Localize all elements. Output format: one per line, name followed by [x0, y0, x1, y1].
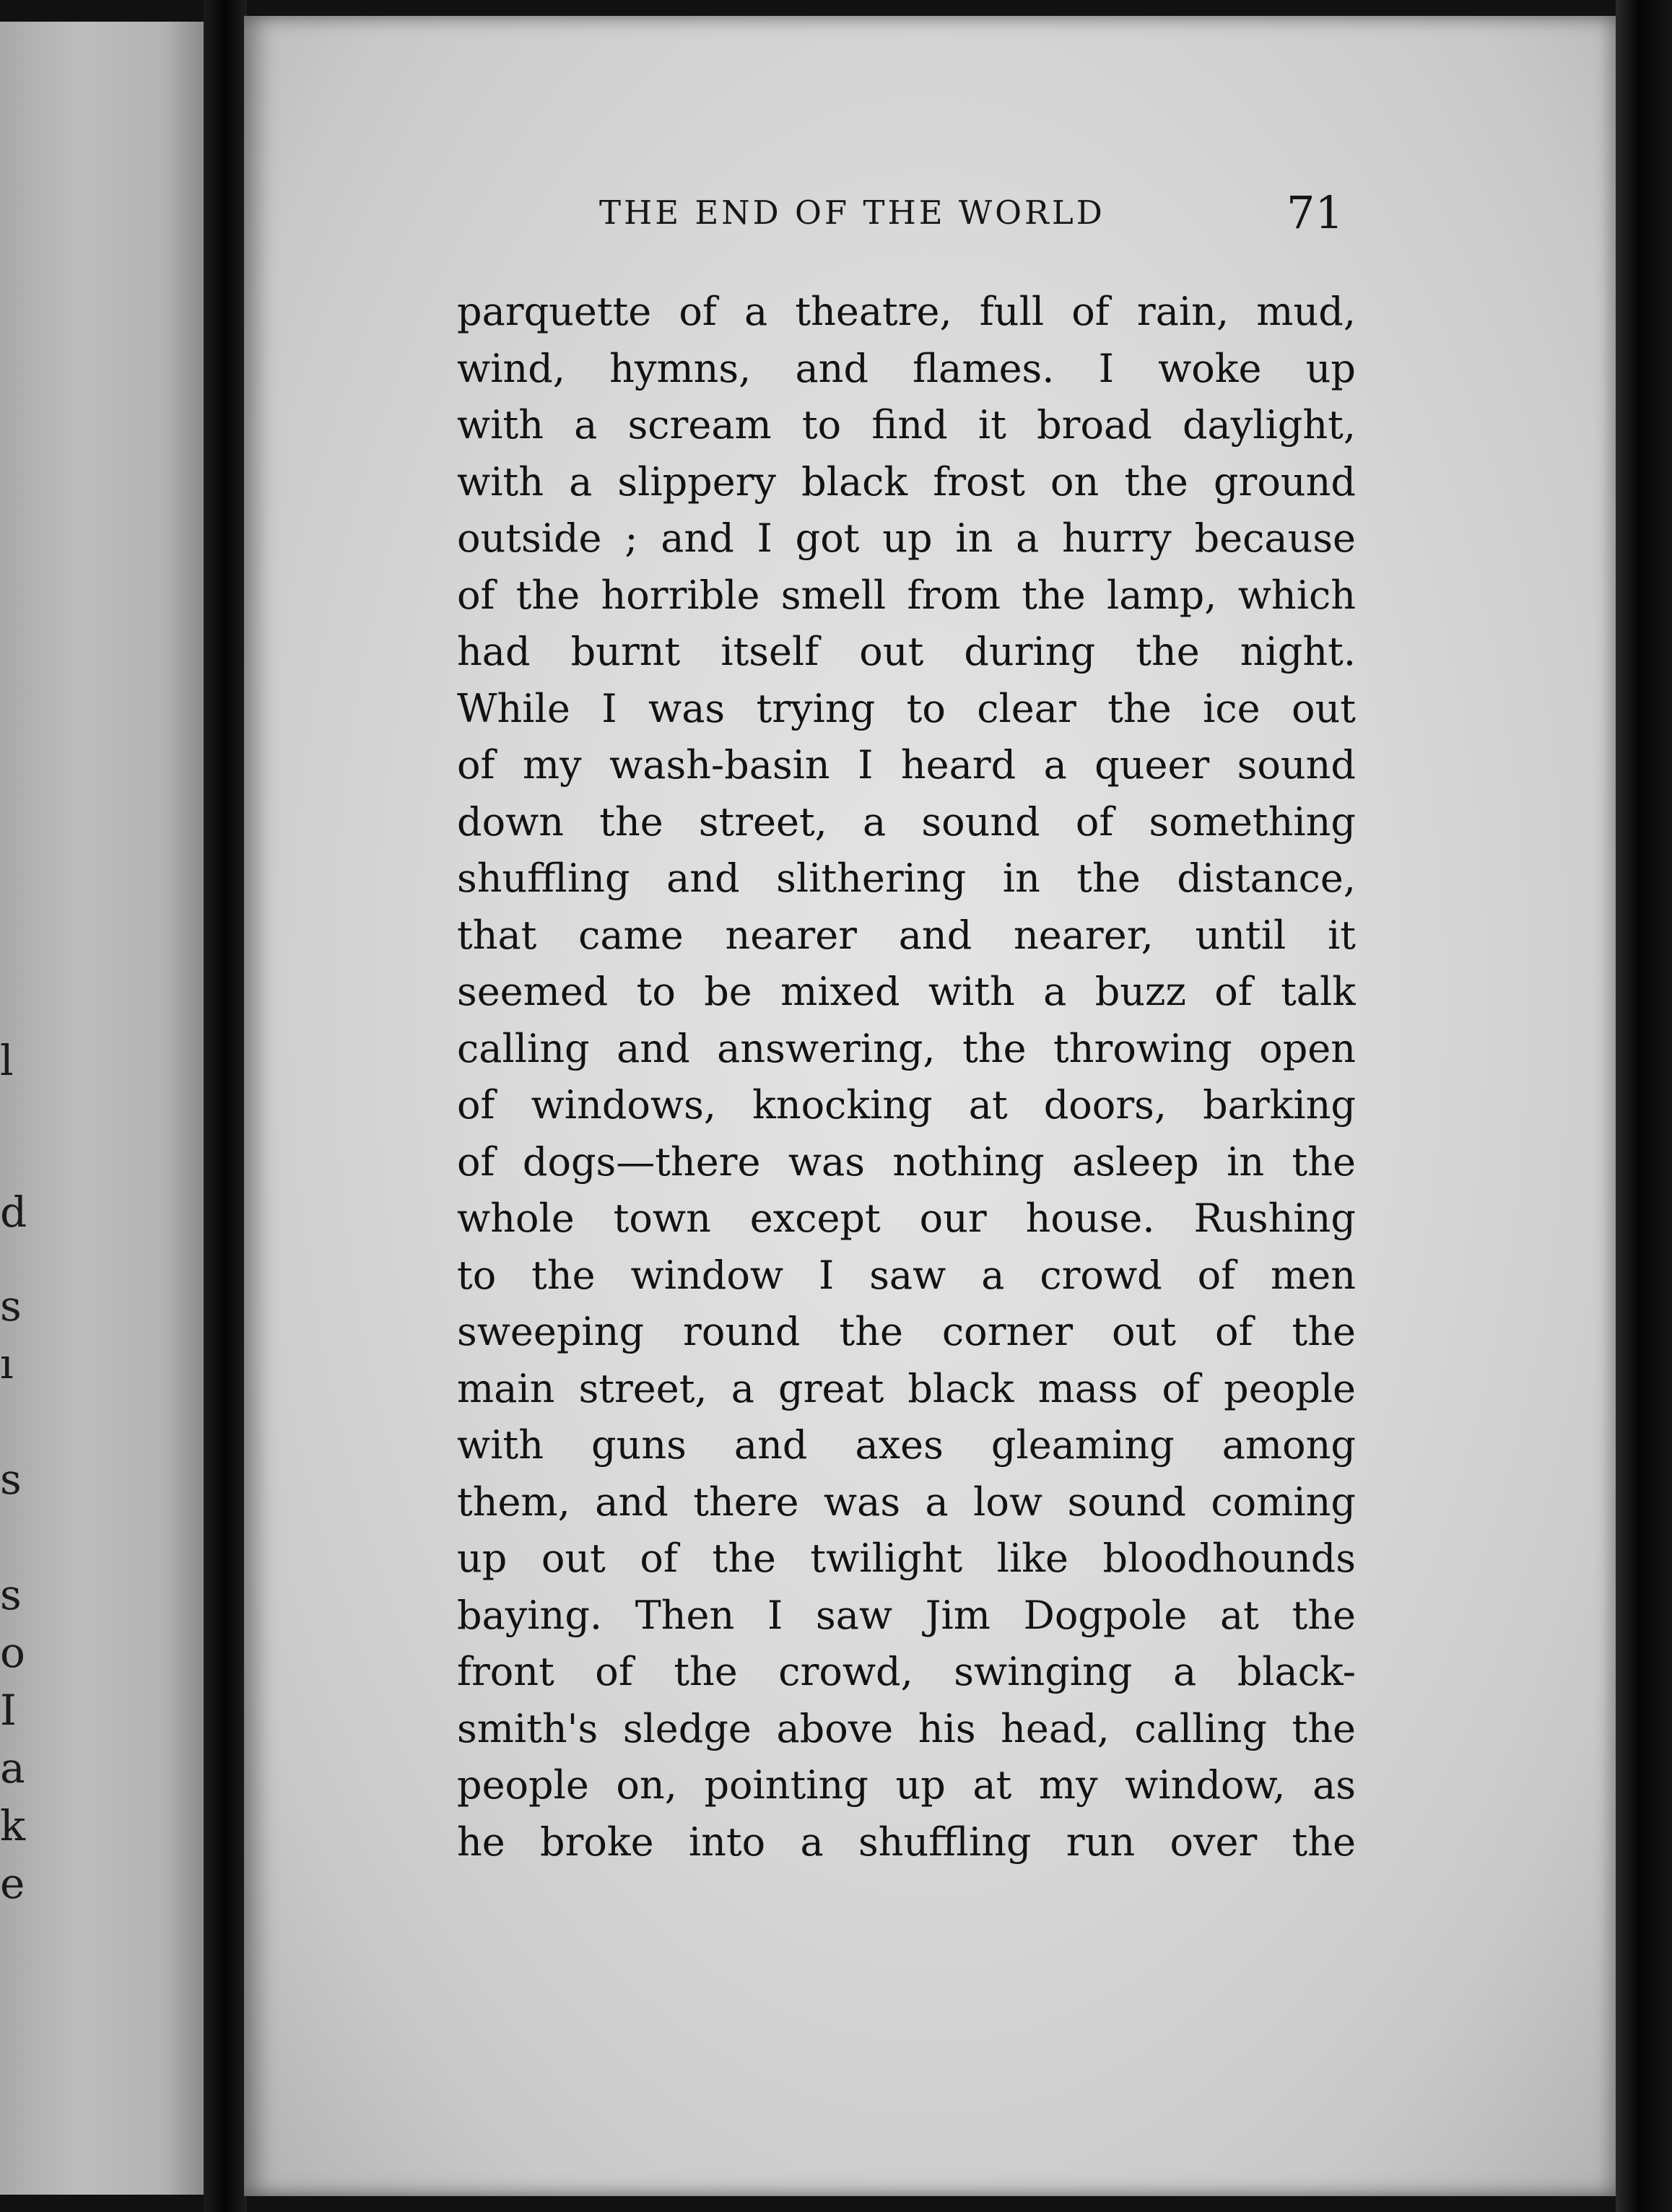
- text-line: calling and answering, the throwing open: [457, 1025, 1356, 1071]
- page-number: 71: [1286, 186, 1344, 239]
- text-line: to the window I saw a crowd of men: [457, 1252, 1356, 1298]
- text-line: whole town except our house. Rushing: [457, 1196, 1356, 1241]
- text-line: main street, a great black mass of people: [457, 1365, 1356, 1411]
- previous-page-fragment: d: [0, 1188, 27, 1237]
- previous-page-fragment: s: [0, 1455, 22, 1504]
- text-line: had burnt itself out during the night.: [457, 629, 1356, 674]
- text-line: front of the crowd, swinging a black-: [457, 1649, 1356, 1694]
- text-line: that came nearer and nearer, until it: [457, 912, 1356, 958]
- page-right-edge: [1616, 0, 1672, 2212]
- text-line: smith's sledge above his head, calling the: [457, 1705, 1356, 1751]
- text-line: up out of the twilight like bloodhounds: [457, 1536, 1356, 1581]
- text-line: with a slippery black frost on the ground: [457, 458, 1356, 505]
- previous-page-fragment: s: [0, 1570, 22, 1619]
- text-line: outside ; and I got up in a hurry because: [457, 515, 1356, 561]
- previous-page-fragment: k: [0, 1801, 26, 1850]
- text-line: While I was trying to clear the ice out: [457, 685, 1356, 731]
- text-line: of my wash-basin I heard a queer sound: [457, 742, 1356, 788]
- text-line: of windows, knocking at doors, barking: [457, 1082, 1356, 1128]
- text-line: baying. Then I saw Jim Dogpole at the: [457, 1592, 1356, 1638]
- text-line: parquette of a theatre, full of rain, mud,: [457, 289, 1356, 334]
- text-line: with guns and axes gleaming among: [457, 1422, 1356, 1468]
- text-line: shuffling and slithering in the distance,: [457, 855, 1356, 901]
- previous-page-fragment: ı: [0, 1339, 14, 1388]
- body-text: [457, 284, 1356, 1871]
- text-line: seemed to be mixed with a buzz of talk: [457, 969, 1356, 1014]
- text-line: of the horrible smell from the lamp, which: [457, 572, 1356, 618]
- previous-page-fragment: s: [0, 1281, 22, 1331]
- text-line: sweeping round the corner out of the: [457, 1309, 1356, 1354]
- text-line: of dogs—there was nothing asleep in the: [457, 1138, 1356, 1185]
- previous-page-fragment: a: [0, 1743, 25, 1793]
- text-line: with a scream to find it broad daylight,: [457, 402, 1356, 448]
- previous-page-fragment: l: [0, 1036, 14, 1085]
- previous-page-edge: [0, 22, 204, 2195]
- previous-page-fragment: o: [0, 1628, 25, 1677]
- text-line: people on, pointing up at my window, as: [457, 1762, 1356, 1808]
- previous-page-fragment: I: [0, 1686, 17, 1735]
- text-line: wind, hymns, and flames. I woke up: [457, 345, 1356, 391]
- book-gutter: [204, 0, 247, 2212]
- previous-page-fragment: e: [0, 1859, 25, 1908]
- text-line: them, and there was a low sound coming: [457, 1479, 1356, 1525]
- running-head: THE END OF THE WORLD: [599, 193, 1105, 232]
- text-line: down the street, a sound of something: [457, 798, 1356, 845]
- text-line: he broke into a shuffling run over the: [457, 1819, 1356, 1865]
